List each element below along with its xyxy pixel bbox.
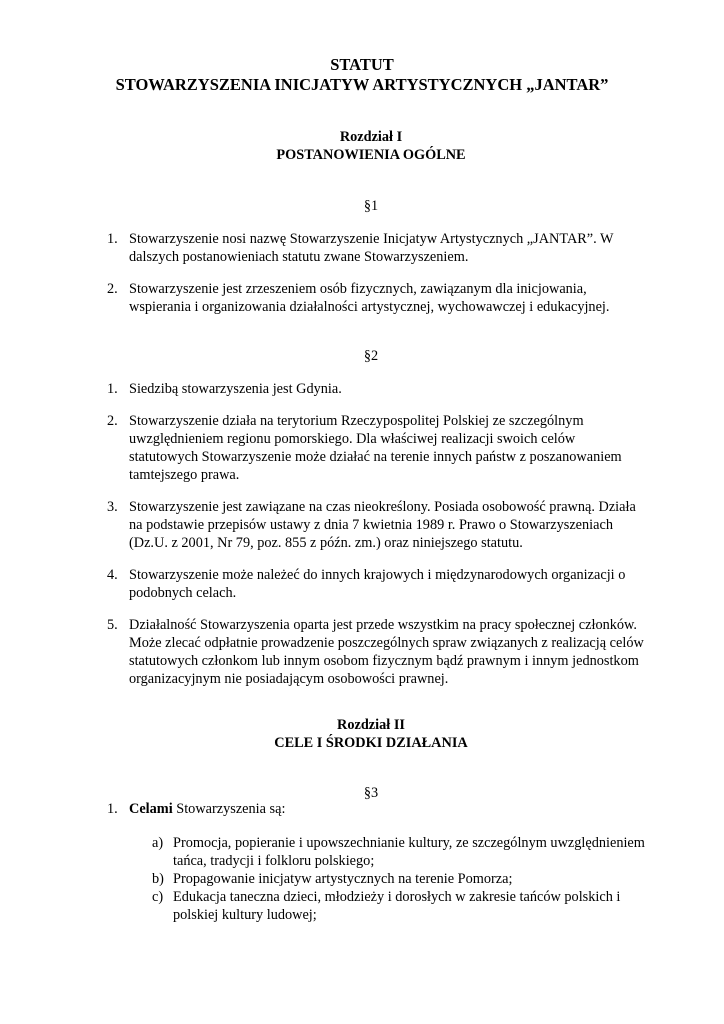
- subitem-line: tańca, tradycji i folkloru polskiego;: [173, 853, 375, 869]
- item-number: 2.: [107, 281, 118, 297]
- chapter-1-title: POSTANOWIENIA OGÓLNE: [276, 147, 466, 163]
- section-3-symbol: §3: [363, 785, 379, 801]
- section-1-symbol: §1: [363, 198, 379, 214]
- item-line: tamtejszego prawa.: [129, 467, 240, 483]
- chapter-2-title: CELE I ŚRODKI DZIAŁANIA: [274, 735, 468, 751]
- item-number: 1.: [107, 381, 118, 397]
- item-bold-word: Celami: [129, 801, 173, 817]
- subitem-line: Propagowanie inicjatyw artystycznych na terenie Pomorza;: [173, 871, 513, 887]
- subitem-line: Promocja, popieranie i upowszechnianie kultury, ze szczególnym uwzględnieniem: [173, 835, 645, 851]
- item-line: statutowych Stowarzyszenie może działać na terenie innych państw z poszanowaniem: [129, 449, 622, 465]
- chapter-2-label: Rozdział II: [337, 717, 405, 733]
- item-number: 1.: [107, 231, 118, 247]
- item-line: Stowarzyszenie jest zrzeszeniem osób fizycznych, zawiązanym dla inicjowania,: [129, 281, 587, 297]
- item-line: Stowarzyszenie działa na terytorium Rzeczypospolitej Polskiej ze szczególnym: [129, 413, 584, 429]
- item-line: dalszych postanowieniach statutu zwane Stowarzyszeniem.: [129, 249, 469, 265]
- document-title: STATUT: [330, 55, 394, 74]
- item-number: 1.: [107, 801, 118, 817]
- item-line: statutowych członkom lub innym osobom fizycznym bądź prawnym i innym jednostkom: [129, 653, 639, 669]
- item-line: Może zlecać odpłatnie prowadzenie poszczególnych spraw związanych z realizacją celów: [129, 635, 644, 651]
- subitem-line: polskiej kultury ludowej;: [173, 907, 317, 923]
- item-line: wspierania i organizowania działalności artystycznej, wychowawczej i edukacyjnej.: [129, 299, 610, 315]
- document-subtitle: STOWARZYSZENIA INICJATYW ARTYSTYCZNYCH „JANTAR”: [115, 75, 609, 94]
- item-line: uwzględnieniem regionu pomorskiego. Dla właściwej realizacji swoich celów: [129, 431, 576, 447]
- item-rest: Stowarzyszenia są:: [172, 801, 286, 817]
- subitem-letter: c): [152, 889, 164, 905]
- item-line: Stowarzyszenie może należeć do innych krajowych i międzynarodowych organizacji o: [129, 567, 626, 583]
- item-number: 2.: [107, 413, 118, 429]
- subitem-letter: b): [152, 871, 164, 887]
- item-line: Stowarzyszenie nosi nazwę Stowarzyszenie Inicjatyw Artystycznych „JANTAR”. W: [129, 231, 614, 247]
- item-line: Siedzibą stowarzyszenia jest Gdynia.: [129, 381, 342, 397]
- item-number: 3.: [107, 499, 118, 515]
- item-line: [129, 800, 658, 818]
- item-line: Działalność Stowarzyszenia oparta jest przede wszystkim na pracy społecznej członków.: [129, 617, 638, 633]
- item-number: 5.: [107, 617, 118, 633]
- chapter-1-label: Rozdział I: [339, 129, 403, 145]
- item-line: na podstawie przepisów ustawy z dnia 7 kwietnia 1989 r. Prawo o Stowarzyszeniach: [129, 517, 613, 533]
- item-line: Stowarzyszenie jest zawiązane na czas nieokreślony. Posiada osobowość prawną. Działa: [129, 499, 636, 515]
- item-line: (Dz.U. z 2001, Nr 79, poz. 855 z późn. zm.) oraz niniejszego statutu.: [129, 535, 523, 551]
- subitem-line: Edukacja taneczna dzieci, młodzieży i dorosłych w zakresie tańców polskich i: [173, 889, 621, 905]
- item-line: organizacyjnym nie posiadającym osobowości prawnej.: [129, 671, 449, 687]
- subitem-letter: a): [152, 835, 164, 851]
- section-2-symbol: §2: [363, 348, 379, 364]
- item-line: podobnych celach.: [129, 585, 237, 601]
- item-number: 4.: [107, 567, 118, 583]
